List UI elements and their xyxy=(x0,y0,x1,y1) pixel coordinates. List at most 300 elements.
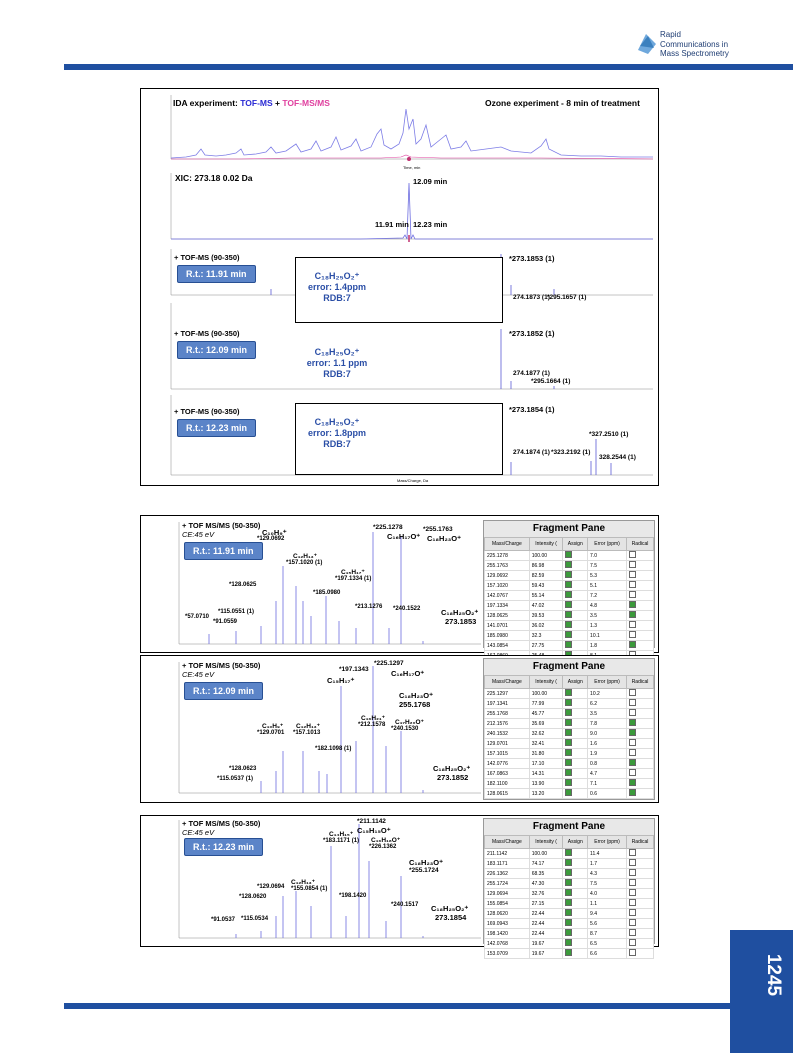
fragment-assign xyxy=(563,551,588,561)
fragment-row[interactable] xyxy=(485,641,654,651)
msms2-th-mass[interactable]: Mass/Charge xyxy=(485,676,530,689)
fragment-error: 6.2 xyxy=(588,699,627,709)
assign-checkbox[interactable] xyxy=(565,859,572,866)
msms1-label-4: C₁₅H₁₇⁺ xyxy=(341,569,365,576)
msms2-th-error[interactable]: Error (ppm) xyxy=(588,676,627,689)
fragment-radical xyxy=(627,571,654,581)
radical-checkbox[interactable] xyxy=(629,689,636,696)
msms1-label-18: 273.1853 xyxy=(445,617,477,626)
fragment-row[interactable] xyxy=(485,849,654,859)
fragment-row[interactable] xyxy=(485,561,654,571)
msms1-table-header xyxy=(485,538,654,551)
fragment-radical xyxy=(627,789,654,799)
assign-checkbox[interactable] xyxy=(565,621,572,628)
fragment-row[interactable] xyxy=(485,939,654,949)
msms3-ce-text: CE:45 eV xyxy=(182,828,215,837)
fragment-assign xyxy=(563,909,588,919)
msms2-pane-title: Fragment Pane xyxy=(484,659,654,675)
msms-panel-3 xyxy=(140,815,659,957)
ms3-formula xyxy=(301,417,373,450)
journal-name-line3: Mass Spectrometry xyxy=(660,49,729,58)
fragment-assign xyxy=(563,749,588,759)
fragment-assign xyxy=(563,689,588,699)
fragment-intensity: 47.30 xyxy=(529,879,563,889)
radical-checkbox[interactable] xyxy=(629,729,636,736)
msms3-th-mass[interactable]: Mass/Charge xyxy=(485,836,530,849)
msms2-label-4: C₁₈H₂₃O⁺ xyxy=(399,691,434,700)
ms2-rdb: RDB:7 xyxy=(323,369,351,379)
radical-checkbox[interactable] xyxy=(629,859,636,866)
ms1-peak-3: *295.1657 (1) xyxy=(547,294,587,301)
tic-time-axis: Time, min xyxy=(403,165,421,170)
assign-checkbox[interactable] xyxy=(565,551,572,558)
msms2-th-assign[interactable]: Assign xyxy=(563,676,588,689)
ida-title-prefix: IDA experiment: xyxy=(173,98,241,108)
msms1-label-14: C₁₆H₁₇O⁺ xyxy=(387,532,421,541)
fragment-row[interactable] xyxy=(485,889,654,899)
ms3-peak-3: *323.2192 (1) xyxy=(551,449,591,456)
msms3-table-header xyxy=(485,836,654,849)
fragment-mass: 198.1420 xyxy=(485,929,530,939)
fragment-row[interactable] xyxy=(485,759,654,769)
radical-checkbox[interactable] xyxy=(629,581,636,588)
assign-checkbox[interactable] xyxy=(565,611,572,618)
msms3-label-10: *155.0854 (1) xyxy=(291,886,328,892)
assign-checkbox[interactable] xyxy=(565,919,572,926)
fragment-row[interactable] xyxy=(485,631,654,641)
fragment-row[interactable] xyxy=(485,929,654,939)
assign-checkbox[interactable] xyxy=(565,729,572,736)
xic-peak-1223: 12.23 min xyxy=(413,220,448,229)
ms3-rt-badge: R.t.: 12.23 min xyxy=(177,419,256,437)
assign-checkbox[interactable] xyxy=(565,899,572,906)
fragment-radical xyxy=(627,889,654,899)
fragment-error: 7.1 xyxy=(588,779,627,789)
fragment-row[interactable] xyxy=(485,729,654,739)
fragment-assign xyxy=(563,601,588,611)
fragment-radical xyxy=(627,869,654,879)
fragment-error: 4.8 xyxy=(588,601,627,611)
fragment-error: 10.1 xyxy=(588,631,627,641)
msms1-th-radical[interactable]: Radical xyxy=(627,538,654,551)
fragment-row[interactable] xyxy=(485,591,654,601)
assign-checkbox[interactable] xyxy=(565,889,572,896)
fragment-mass: 128.0615 xyxy=(485,789,530,799)
fragment-mass: 128.0620 xyxy=(485,909,530,919)
fragment-error: 7.5 xyxy=(588,561,627,571)
assign-checkbox[interactable] xyxy=(565,561,572,568)
fragment-row[interactable] xyxy=(485,689,654,699)
assign-checkbox[interactable] xyxy=(565,869,572,876)
fragment-intensity: 59.43 xyxy=(529,581,563,591)
fragment-error: 1.7 xyxy=(588,859,627,869)
fragment-row[interactable] xyxy=(485,581,654,591)
fragment-assign xyxy=(563,939,588,949)
fragment-radical xyxy=(627,849,654,859)
msms2-label-17: C₁₈H₂₅O₂⁺ xyxy=(433,764,471,773)
fragment-error: 4.0 xyxy=(588,889,627,899)
msms1-label-3: *157.1020 (1) xyxy=(286,560,323,566)
fragment-intensity: 13.20 xyxy=(529,789,563,799)
fragment-row[interactable] xyxy=(485,859,654,869)
msms3-fragment-table xyxy=(484,835,654,959)
msms1-label-7: *185.0980 xyxy=(313,590,341,596)
fragment-intensity: 35.69 xyxy=(529,719,563,729)
msms1-label-13: *225.1278 xyxy=(373,524,403,531)
fragment-row[interactable] xyxy=(485,571,654,581)
msms1-th-error[interactable]: Error (ppm) xyxy=(588,538,627,551)
assign-checkbox[interactable] xyxy=(565,689,572,696)
msms1-pane-title: Fragment Pane xyxy=(484,521,654,537)
radical-checkbox[interactable] xyxy=(629,571,636,578)
xic-trace xyxy=(171,183,653,239)
fragment-row[interactable] xyxy=(485,909,654,919)
ms3-error: error: 1.8ppm xyxy=(307,428,367,438)
fragment-intensity: 32.76 xyxy=(529,889,563,899)
fragment-intensity: 77.99 xyxy=(529,699,563,709)
msms3-pane-title: Fragment Pane xyxy=(484,819,654,835)
fragment-mass: 142.0767 xyxy=(485,591,530,601)
radical-checkbox[interactable] xyxy=(629,869,636,876)
msms3-label-13: *240.1517 xyxy=(391,902,419,908)
fragment-mass: 185.0980 xyxy=(485,631,530,641)
msms3-label-16: C₁₈H₂₅O₂⁺ xyxy=(431,904,469,913)
radical-checkbox[interactable] xyxy=(629,641,636,648)
ms2-formula-text: C₁₈H₂₅O₂⁺ xyxy=(314,347,360,357)
fragment-error: 7.2 xyxy=(588,591,627,601)
assign-checkbox[interactable] xyxy=(565,769,572,776)
msms1-table-body xyxy=(485,551,654,661)
assign-checkbox[interactable] xyxy=(565,641,572,648)
assign-checkbox[interactable] xyxy=(565,699,572,706)
fragment-assign xyxy=(563,641,588,651)
assign-checkbox[interactable] xyxy=(565,581,572,588)
fragment-radical xyxy=(627,929,654,939)
msms2-label-9: *240.1530 xyxy=(391,726,419,732)
fragment-row[interactable] xyxy=(485,611,654,621)
msms3-label-8: C₁₂H₁₃⁺ xyxy=(291,879,316,886)
msms2-table-body xyxy=(485,689,654,799)
radical-checkbox[interactable] xyxy=(629,949,636,956)
msms3-label-6: C₁₈H₂₃O⁺ xyxy=(409,858,444,867)
fragment-radical xyxy=(627,631,654,641)
msms2-label-14: *182.1098 (1) xyxy=(315,746,352,752)
fragment-error: 9.0 xyxy=(588,729,627,739)
assign-checkbox[interactable] xyxy=(565,709,572,716)
fragment-row[interactable] xyxy=(485,789,654,799)
fragment-radical xyxy=(627,601,654,611)
radical-checkbox[interactable] xyxy=(629,759,636,766)
radical-checkbox[interactable] xyxy=(629,849,636,856)
radical-checkbox[interactable] xyxy=(629,631,636,638)
fragment-error: 11.4 xyxy=(588,849,627,859)
ms3-header: + TOF-MS (90-350) xyxy=(174,407,240,416)
msms1-label-5: *197.1334 (1) xyxy=(335,576,372,582)
fragment-mass: 153.0709 xyxy=(485,949,530,959)
assign-checkbox[interactable] xyxy=(565,591,572,598)
fragment-mass: 225.1297 xyxy=(485,689,530,699)
msms1-header: + TOF MS/MS (50-350) xyxy=(182,521,261,530)
assign-checkbox[interactable] xyxy=(565,779,572,786)
assign-checkbox[interactable] xyxy=(565,949,572,956)
fragment-mass: 142.0776 xyxy=(485,759,530,769)
msms3-label-3: *183.1171 (1) xyxy=(323,838,360,844)
radical-checkbox[interactable] xyxy=(629,879,636,886)
fragment-error: 5.3 xyxy=(588,571,627,581)
xic-peak-1191: 11.91 min xyxy=(375,220,409,229)
fragment-row[interactable] xyxy=(485,601,654,611)
msms3-label-12: *198.1420 xyxy=(339,893,367,899)
assign-checkbox[interactable] xyxy=(565,879,572,886)
msms3-label-0: *211.1142 xyxy=(357,818,386,825)
msms1-label-16: C₁₈H₂₃O⁺ xyxy=(427,534,462,543)
radical-checkbox[interactable] xyxy=(629,709,636,716)
radical-checkbox[interactable] xyxy=(629,769,636,776)
msms2-th-intensity[interactable]: Intensity ( xyxy=(529,676,563,689)
ms1-rt-badge: R.t.: 11.91 min xyxy=(177,265,256,283)
fragment-row[interactable] xyxy=(485,769,654,779)
fragment-intensity: 31.80 xyxy=(529,749,563,759)
radical-checkbox[interactable] xyxy=(629,909,636,916)
fragment-assign xyxy=(563,879,588,889)
ms2-rt-badge: R.t.: 12.09 min xyxy=(177,341,256,359)
msms3-label-15: *115.0534 xyxy=(241,916,269,922)
msms2-fragment-pane xyxy=(483,658,655,800)
msms2-label-16: *115.0537 (1) xyxy=(217,776,254,782)
msms1-label-12: *91.0559 xyxy=(213,619,238,625)
msms1-ce xyxy=(182,530,214,539)
ida-tofms: TOF-MS xyxy=(240,98,273,108)
radical-checkbox[interactable] xyxy=(629,789,636,796)
msms3-th-assign[interactable]: Assign xyxy=(563,836,588,849)
fragment-mass: 143.0854 xyxy=(485,641,530,651)
page-number-tab xyxy=(730,930,793,1053)
fragment-assign xyxy=(563,759,588,769)
fragment-assign xyxy=(563,631,588,641)
msms3-th-radical[interactable]: Radical xyxy=(627,836,654,849)
fragment-assign xyxy=(563,699,588,709)
fragment-radical xyxy=(627,709,654,719)
fragment-intensity: 22.44 xyxy=(529,909,563,919)
assign-checkbox[interactable] xyxy=(565,601,572,608)
radical-checkbox[interactable] xyxy=(629,929,636,936)
fragment-assign xyxy=(563,729,588,739)
msms1-th-intensity[interactable]: Intensity ( xyxy=(529,538,563,551)
msms2-label-5: 255.1768 xyxy=(399,700,431,709)
radical-checkbox[interactable] xyxy=(629,591,636,598)
msms3-table-body xyxy=(485,849,654,959)
ms1-header: + TOF-MS (90-350) xyxy=(174,253,240,262)
fragment-row[interactable] xyxy=(485,879,654,889)
fragment-intensity: 22.44 xyxy=(529,919,563,929)
assign-checkbox[interactable] xyxy=(565,631,572,638)
ida-plus: + xyxy=(272,98,283,108)
radical-checkbox[interactable] xyxy=(629,601,636,608)
fragment-radical xyxy=(627,759,654,769)
radical-checkbox[interactable] xyxy=(629,611,636,618)
ms2-formula xyxy=(301,347,373,380)
ms2-peak-1: *273.1852 (1) xyxy=(509,329,555,338)
fragment-assign xyxy=(563,581,588,591)
msms2-label-11: *129.0701 xyxy=(257,730,285,736)
msms3-fragment-pane xyxy=(483,818,655,957)
fragment-mass: 183.1171 xyxy=(485,859,530,869)
msms1-label-11: *57.0710 xyxy=(185,614,210,620)
assign-checkbox[interactable] xyxy=(565,849,572,856)
msms3-th-error[interactable]: Error (ppm) xyxy=(588,836,627,849)
fragment-mass: 129.0694 xyxy=(485,889,530,899)
msms2-ce xyxy=(182,670,214,679)
fragment-intensity: 74.17 xyxy=(529,859,563,869)
msms3-label-7: *255.1724 xyxy=(409,867,439,874)
assign-checkbox[interactable] xyxy=(565,719,572,726)
fragment-intensity: 100.00 xyxy=(529,689,563,699)
msms3-label-2: C₁₄H₁₅⁺ xyxy=(329,831,354,838)
msms2-label-15: *128.0623 xyxy=(229,766,257,772)
journal-name-line1: Rapid xyxy=(660,30,681,39)
radical-checkbox[interactable] xyxy=(629,889,636,896)
assign-checkbox[interactable] xyxy=(565,739,572,746)
msms2-label-3: C₁₆H₁₇O⁺ xyxy=(391,669,425,678)
assign-checkbox[interactable] xyxy=(565,789,572,796)
fragment-intensity: 13.90 xyxy=(529,779,563,789)
fragment-row[interactable] xyxy=(485,749,654,759)
radical-checkbox[interactable] xyxy=(629,899,636,906)
fragment-intensity: 86.98 xyxy=(529,561,563,571)
fragment-error: 6.6 xyxy=(588,949,627,959)
ms-mass-axis: Mass/Charge, Da xyxy=(397,478,429,483)
fragment-intensity: 82.59 xyxy=(529,571,563,581)
fragment-assign xyxy=(563,769,588,779)
fragment-row[interactable] xyxy=(485,699,654,709)
fragment-intensity: 19.67 xyxy=(529,939,563,949)
radical-checkbox[interactable] xyxy=(629,749,636,756)
assign-checkbox[interactable] xyxy=(565,749,572,756)
radical-checkbox[interactable] xyxy=(629,561,636,568)
radical-checkbox[interactable] xyxy=(629,621,636,628)
radical-checkbox[interactable] xyxy=(629,919,636,926)
assign-checkbox[interactable] xyxy=(565,571,572,578)
fragment-assign xyxy=(563,561,588,571)
journal-logo xyxy=(636,30,786,64)
msms1-label-6: *128.0625 xyxy=(229,582,257,588)
assign-checkbox[interactable] xyxy=(565,759,572,766)
fragment-row[interactable] xyxy=(485,899,654,909)
fragment-intensity: 14.31 xyxy=(529,769,563,779)
fragment-row[interactable] xyxy=(485,779,654,789)
fragment-intensity: 22.44 xyxy=(529,929,563,939)
fragment-row[interactable] xyxy=(485,621,654,631)
fragment-mass: 141.0701 xyxy=(485,621,530,631)
fragment-assign xyxy=(563,849,588,859)
fragment-error: 10.2 xyxy=(588,689,627,699)
ms3-peak-5: 328.2544 (1) xyxy=(599,454,636,461)
msms2-ce-text: CE:45 eV xyxy=(182,670,215,679)
msms1-label-9: *213.1276 xyxy=(355,604,383,610)
fragment-assign xyxy=(563,889,588,899)
assign-checkbox[interactable] xyxy=(565,909,572,916)
msms3-label-11: *128.0620 xyxy=(239,894,267,900)
msms3-label-14: *91.0537 xyxy=(211,917,236,923)
msms3-th-intensity[interactable]: Intensity ( xyxy=(529,836,563,849)
fragment-intensity: 100.00 xyxy=(529,551,563,561)
fragment-error: 3.5 xyxy=(588,709,627,719)
msms2-table-header xyxy=(485,676,654,689)
fragment-error: 0.8 xyxy=(588,759,627,769)
fragment-assign xyxy=(563,611,588,621)
msms1-th-assign[interactable]: Assign xyxy=(563,538,588,551)
msms3-label-1: C₁₅H₁₅O⁺ xyxy=(357,826,391,835)
msms3-label-9: *129.0694 xyxy=(257,884,285,890)
fragment-intensity: 19.67 xyxy=(529,949,563,959)
fragment-mass: 255.1724 xyxy=(485,879,530,889)
msms-panel-2 xyxy=(140,655,659,803)
fragment-intensity: 32.3 xyxy=(529,631,563,641)
fragment-mass: 155.0854 xyxy=(485,899,530,909)
msms1-fragment-pane xyxy=(483,520,655,648)
fragment-radical xyxy=(627,879,654,889)
fragment-error: 4.7 xyxy=(588,769,627,779)
fragment-radical xyxy=(627,899,654,909)
fragment-assign xyxy=(563,869,588,879)
ms1-peak-1: *273.1853 (1) xyxy=(509,254,555,263)
msms2-label-1: C₁₅H₁₇⁺ xyxy=(327,676,355,685)
radical-checkbox[interactable] xyxy=(629,779,636,786)
ozone-title: Ozone experiment - 8 min of treatment xyxy=(485,98,640,108)
fragment-error: 9.4 xyxy=(588,909,627,919)
radical-checkbox[interactable] xyxy=(629,719,636,726)
fragment-radical xyxy=(627,551,654,561)
fragment-error: 7.8 xyxy=(588,719,627,729)
fragment-radical xyxy=(627,729,654,739)
radical-checkbox[interactable] xyxy=(629,699,636,706)
fragment-row[interactable] xyxy=(485,949,654,959)
assign-checkbox[interactable] xyxy=(565,939,572,946)
fragment-row[interactable] xyxy=(485,709,654,719)
radical-checkbox[interactable] xyxy=(629,939,636,946)
fragment-intensity: 55.14 xyxy=(529,591,563,601)
fragment-row[interactable] xyxy=(485,869,654,879)
msms2-th-radical[interactable]: Radical xyxy=(627,676,654,689)
ms3-peak-4: *327.2510 (1) xyxy=(589,431,629,438)
fragment-row[interactable] xyxy=(485,719,654,729)
fragment-row[interactable] xyxy=(485,551,654,561)
fragment-mass: 157.1015 xyxy=(485,749,530,759)
fragment-radical xyxy=(627,591,654,601)
msms1-label-10: *240.1522 xyxy=(393,606,421,612)
fragment-radical xyxy=(627,919,654,929)
fragment-assign xyxy=(563,919,588,929)
fragment-mass: 128.0625 xyxy=(485,611,530,621)
msms3-label-17: 273.1854 xyxy=(435,913,467,922)
fragment-radical xyxy=(627,641,654,651)
assign-checkbox[interactable] xyxy=(565,929,572,936)
radical-checkbox[interactable] xyxy=(629,739,636,746)
fragment-error: 0.6 xyxy=(588,789,627,799)
fragment-error: 1.9 xyxy=(588,749,627,759)
xic-label: XIC: 273.18 0.02 Da xyxy=(175,173,253,183)
msms1-label-1: *129.0692 xyxy=(257,536,285,542)
fragment-row[interactable] xyxy=(485,919,654,929)
fragment-mass: 255.1768 xyxy=(485,709,530,719)
msms2-label-2: *225.1297 xyxy=(374,660,404,667)
fragment-row[interactable] xyxy=(485,739,654,749)
msms3-ce xyxy=(182,828,214,837)
radical-checkbox[interactable] xyxy=(629,551,636,558)
msms1-ce-text: CE:45 eV xyxy=(182,530,215,539)
msms1-label-15: *255.1763 xyxy=(423,526,453,533)
msms1-th-mass[interactable]: Mass/Charge xyxy=(485,538,530,551)
